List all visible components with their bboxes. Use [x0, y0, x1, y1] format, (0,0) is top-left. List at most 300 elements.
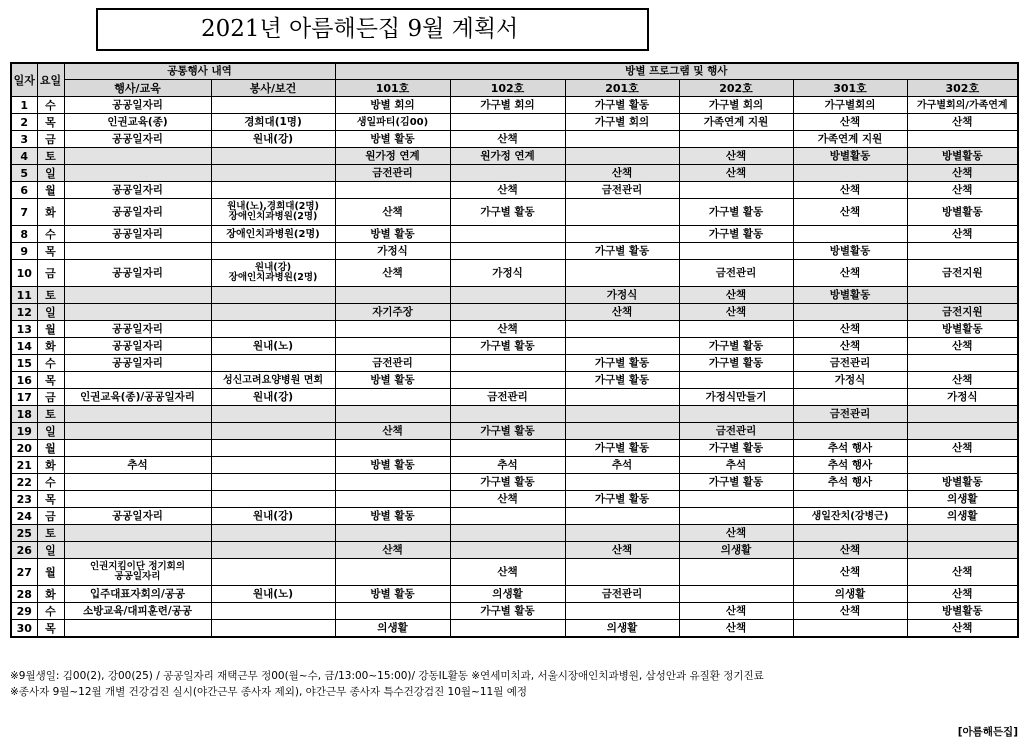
room-cell: 산책 [793, 559, 907, 586]
room-cell: 가구별 활동 [679, 355, 793, 372]
room-cell [793, 304, 907, 321]
dow-cell: 화 [37, 338, 64, 355]
volunteer-cell: 원내(노) [211, 586, 335, 603]
table-row [11, 131, 1018, 148]
table-row [11, 423, 1018, 440]
room-cell [907, 525, 1018, 542]
event-cell: 공공일자리 [64, 97, 211, 114]
table-row [11, 97, 1018, 114]
room-cell: 자기주장 [335, 304, 450, 321]
room-cell [907, 355, 1018, 372]
dow-cell: 일 [37, 304, 64, 321]
day-cell: 19 [11, 423, 37, 440]
dow-cell: 토 [37, 148, 64, 165]
room-cell: 금전관리 [793, 406, 907, 423]
room-cell: 산책 [450, 559, 565, 586]
room-cell: 산책 [679, 165, 793, 182]
day-cell: 21 [11, 457, 37, 474]
day-cell: 14 [11, 338, 37, 355]
room-cell: 가구별 활동 [679, 226, 793, 243]
table-row [11, 355, 1018, 372]
table-row [11, 226, 1018, 243]
room-cell [565, 474, 679, 491]
room-cell [679, 321, 793, 338]
event-cell [64, 304, 211, 321]
room-cell [450, 542, 565, 559]
header-dow: 요일 [37, 63, 64, 97]
event-cell: 공공일자리 [64, 321, 211, 338]
dow-cell: 일 [37, 542, 64, 559]
room-cell [565, 559, 679, 586]
room-cell: 가구별 활동 [565, 372, 679, 389]
room-cell: 방별 활동 [335, 457, 450, 474]
dow-cell: 일 [37, 165, 64, 182]
room-cell: 산책 [907, 182, 1018, 199]
room-cell: 방별 회의 [335, 97, 450, 114]
header-room-302: 302호 [907, 80, 1018, 97]
header-day: 일자 [11, 63, 37, 97]
room-cell: 방별 활동 [335, 586, 450, 603]
volunteer-cell: 원내(강) [211, 389, 335, 406]
dow-cell: 수 [37, 603, 64, 620]
day-cell: 23 [11, 491, 37, 508]
event-cell: 공공일자리 [64, 508, 211, 525]
volunteer-cell [211, 148, 335, 165]
room-cell [335, 559, 450, 586]
room-cell: 가구별 활동 [450, 423, 565, 440]
room-cell: 산책 [450, 321, 565, 338]
room-cell [907, 457, 1018, 474]
dow-cell: 목 [37, 620, 64, 638]
room-cell: 가정식 [565, 287, 679, 304]
room-cell: 방별 활동 [335, 131, 450, 148]
room-cell: 의생활 [679, 542, 793, 559]
room-cell [565, 199, 679, 226]
room-cell: 방별활동 [793, 243, 907, 260]
day-cell: 1 [11, 97, 37, 114]
room-cell: 산책 [679, 603, 793, 620]
room-cell: 방별활동 [793, 287, 907, 304]
day-cell: 20 [11, 440, 37, 457]
room-cell: 가구별 활동 [679, 474, 793, 491]
day-cell: 5 [11, 165, 37, 182]
dow-cell: 월 [37, 321, 64, 338]
room-cell [335, 525, 450, 542]
volunteer-cell [211, 182, 335, 199]
table-row [11, 148, 1018, 165]
table-row [11, 321, 1018, 338]
dow-cell: 금 [37, 508, 64, 525]
dow-cell: 목 [37, 491, 64, 508]
dow-cell: 토 [37, 287, 64, 304]
room-cell [679, 586, 793, 603]
room-cell: 산책 [679, 525, 793, 542]
dow-cell: 토 [37, 525, 64, 542]
table-row [11, 372, 1018, 389]
room-cell: 가족연계 지원 [679, 114, 793, 131]
room-cell: 금전관리 [335, 165, 450, 182]
day-cell: 18 [11, 406, 37, 423]
room-cell: 가구별 회의 [565, 114, 679, 131]
room-cell: 가구별 회의 [450, 97, 565, 114]
room-cell [565, 148, 679, 165]
header-room-301: 301호 [793, 80, 907, 97]
room-cell [793, 389, 907, 406]
page-title: 2021년 아름해든집 9월 계획서 [96, 8, 649, 51]
room-cell [679, 182, 793, 199]
room-cell [679, 491, 793, 508]
day-cell: 22 [11, 474, 37, 491]
room-cell [565, 131, 679, 148]
event-cell: 소방교육/대피훈련/공공 [64, 603, 211, 620]
room-cell: 방별활동 [907, 474, 1018, 491]
event-cell [64, 525, 211, 542]
room-cell [565, 338, 679, 355]
room-cell: 산책 [907, 226, 1018, 243]
event-cell [64, 423, 211, 440]
table-row [11, 338, 1018, 355]
room-cell: 원가정 연계 [335, 148, 450, 165]
room-cell: 금전관리 [679, 260, 793, 287]
room-cell: 의생활 [335, 620, 450, 638]
event-cell: 추석 [64, 457, 211, 474]
room-cell: 산책 [565, 542, 679, 559]
room-cell [335, 321, 450, 338]
room-cell: 가정식 [450, 260, 565, 287]
room-cell [450, 287, 565, 304]
room-cell: 원가정 연계 [450, 148, 565, 165]
room-cell: 금전지원 [907, 260, 1018, 287]
room-cell: 가정식 [907, 389, 1018, 406]
room-cell: 산책 [335, 542, 450, 559]
dow-cell: 목 [37, 114, 64, 131]
room-cell: 금전관리 [565, 586, 679, 603]
room-cell: 방별활동 [907, 603, 1018, 620]
header-room-programs: 방별 프로그램 및 행사 [335, 63, 1018, 80]
room-cell [793, 620, 907, 638]
day-cell: 17 [11, 389, 37, 406]
volunteer-cell [211, 559, 335, 586]
table-row [11, 474, 1018, 491]
room-cell: 산책 [335, 423, 450, 440]
table-row [11, 165, 1018, 182]
room-cell: 의생활 [907, 508, 1018, 525]
room-cell: 방별활동 [793, 148, 907, 165]
room-cell [450, 525, 565, 542]
event-cell [64, 148, 211, 165]
dow-cell: 화 [37, 457, 64, 474]
event-cell: 공공일자리 [64, 182, 211, 199]
dow-cell: 목 [37, 243, 64, 260]
room-cell: 의생활 [450, 586, 565, 603]
room-cell [907, 243, 1018, 260]
dow-cell: 수 [37, 355, 64, 372]
volunteer-cell [211, 321, 335, 338]
event-cell [64, 491, 211, 508]
room-cell: 산책 [907, 165, 1018, 182]
day-cell: 3 [11, 131, 37, 148]
dow-cell: 금 [37, 131, 64, 148]
room-cell [450, 440, 565, 457]
room-cell: 방별활동 [907, 321, 1018, 338]
room-cell: 산책 [793, 321, 907, 338]
room-cell: 의생활 [907, 491, 1018, 508]
room-cell: 금전관리 [450, 389, 565, 406]
room-cell: 가구별회의/가족연계 [907, 97, 1018, 114]
event-cell: 공공일자리 [64, 131, 211, 148]
volunteer-cell: 원내(노),경희대(2명) 장애인치과병원(2명) [211, 199, 335, 226]
room-cell [335, 603, 450, 620]
volunteer-cell: 성신고려요양병원 면회 [211, 372, 335, 389]
header-room-202: 202호 [679, 80, 793, 97]
event-cell [64, 620, 211, 638]
room-cell [335, 406, 450, 423]
volunteer-cell [211, 97, 335, 114]
day-cell: 2 [11, 114, 37, 131]
header-volunteer: 봉사/보건 [211, 80, 335, 97]
volunteer-cell: 원내(강) 장애인치과병원(2명) [211, 260, 335, 287]
header-room-201: 201호 [565, 80, 679, 97]
table-row [11, 542, 1018, 559]
table-row [11, 508, 1018, 525]
day-cell: 10 [11, 260, 37, 287]
volunteer-cell: 원내(강) [211, 508, 335, 525]
room-cell: 금전관리 [335, 355, 450, 372]
dow-cell: 월 [37, 559, 64, 586]
room-cell: 가구별 활동 [679, 199, 793, 226]
event-cell: 인권교육(종) [64, 114, 211, 131]
room-cell [450, 165, 565, 182]
room-cell: 산책 [907, 559, 1018, 586]
room-cell [450, 243, 565, 260]
room-cell [793, 165, 907, 182]
room-cell [335, 491, 450, 508]
day-cell: 11 [11, 287, 37, 304]
day-cell: 16 [11, 372, 37, 389]
volunteer-cell: 원내(강) [211, 131, 335, 148]
room-cell: 산책 [679, 287, 793, 304]
dow-cell: 금 [37, 389, 64, 406]
room-cell [907, 542, 1018, 559]
room-cell: 가구별 활동 [679, 440, 793, 457]
room-cell: 의생활 [793, 586, 907, 603]
room-cell [679, 243, 793, 260]
volunteer-cell [211, 304, 335, 321]
room-cell [335, 474, 450, 491]
day-cell: 25 [11, 525, 37, 542]
room-cell [679, 406, 793, 423]
room-cell [679, 559, 793, 586]
table-row [11, 114, 1018, 131]
dow-cell: 금 [37, 260, 64, 287]
header-common-events: 공통행사 내역 [64, 63, 335, 80]
event-cell [64, 440, 211, 457]
room-cell [565, 321, 679, 338]
room-cell [565, 260, 679, 287]
event-cell: 인권교육(종)/공공일자리 [64, 389, 211, 406]
volunteer-cell [211, 287, 335, 304]
dow-cell: 수 [37, 474, 64, 491]
event-cell: 공공일자리 [64, 338, 211, 355]
volunteer-cell: 경희대(1명) [211, 114, 335, 131]
event-cell: 공공일자리 [64, 355, 211, 372]
room-cell [335, 287, 450, 304]
room-cell: 추석 [450, 457, 565, 474]
volunteer-cell [211, 603, 335, 620]
room-cell: 산책 [793, 199, 907, 226]
room-cell: 방별 활동 [335, 372, 450, 389]
event-cell [64, 406, 211, 423]
room-cell: 산책 [335, 260, 450, 287]
room-cell [565, 603, 679, 620]
room-cell [793, 525, 907, 542]
room-cell [679, 131, 793, 148]
room-cell: 산책 [793, 182, 907, 199]
room-cell [907, 131, 1018, 148]
day-cell: 4 [11, 148, 37, 165]
table-row [11, 182, 1018, 199]
room-cell: 산책 [793, 260, 907, 287]
room-cell: 가구별 활동 [565, 355, 679, 372]
volunteer-cell [211, 440, 335, 457]
event-cell: 공공일자리 [64, 226, 211, 243]
room-cell: 금전지원 [907, 304, 1018, 321]
room-cell: 산책 [793, 338, 907, 355]
room-cell [450, 114, 565, 131]
header-event: 행사/교육 [64, 80, 211, 97]
volunteer-cell [211, 165, 335, 182]
dow-cell: 수 [37, 97, 64, 114]
table-row [11, 491, 1018, 508]
dow-cell: 화 [37, 199, 64, 226]
room-cell: 금전관리 [679, 423, 793, 440]
room-cell [679, 508, 793, 525]
event-cell [64, 542, 211, 559]
event-cell [64, 372, 211, 389]
room-cell: 추석 [679, 457, 793, 474]
event-cell: 공공일자리 [64, 260, 211, 287]
room-cell [793, 226, 907, 243]
dow-cell: 토 [37, 406, 64, 423]
header-room-101: 101호 [335, 80, 450, 97]
room-cell [565, 508, 679, 525]
room-cell: 산책 [679, 304, 793, 321]
room-cell: 의생활 [565, 620, 679, 638]
room-cell [793, 423, 907, 440]
table-row [11, 243, 1018, 260]
room-cell [907, 287, 1018, 304]
room-cell: 산책 [335, 199, 450, 226]
room-cell: 산책 [565, 304, 679, 321]
room-cell: 가구별 활동 [450, 199, 565, 226]
table-row [11, 603, 1018, 620]
dow-cell: 목 [37, 372, 64, 389]
footer-label: [아름해든집] [957, 726, 1018, 738]
header-room-102: 102호 [450, 80, 565, 97]
room-cell [335, 389, 450, 406]
room-cell [450, 355, 565, 372]
room-cell: 가구별 회의 [679, 97, 793, 114]
event-cell [64, 165, 211, 182]
event-cell [64, 474, 211, 491]
room-cell: 가정식 [793, 372, 907, 389]
note-line-2: ※종사자 9월~12월 개별 건강검진 실시(야간근무 종사자 제외), 야간근무 종사자 특수건강검진 10월~11월 예정 [10, 686, 527, 698]
event-cell: 인권지킴이단 정기회의 공공일자리 [64, 559, 211, 586]
dow-cell: 월 [37, 182, 64, 199]
room-cell: 추석 [565, 457, 679, 474]
dow-cell: 화 [37, 586, 64, 603]
room-cell [335, 338, 450, 355]
dow-cell: 일 [37, 423, 64, 440]
volunteer-cell [211, 620, 335, 638]
room-cell: 산책 [793, 542, 907, 559]
room-cell: 방별활동 [907, 148, 1018, 165]
room-cell: 가정식 [335, 243, 450, 260]
room-cell: 가구별 활동 [450, 338, 565, 355]
table-row [11, 457, 1018, 474]
room-cell [335, 182, 450, 199]
room-cell: 방별 활동 [335, 508, 450, 525]
table-row [11, 260, 1018, 287]
room-cell: 금전관리 [793, 355, 907, 372]
volunteer-cell [211, 406, 335, 423]
room-cell: 추석 행사 [793, 440, 907, 457]
day-cell: 15 [11, 355, 37, 372]
day-cell: 12 [11, 304, 37, 321]
table-row [11, 440, 1018, 457]
volunteer-cell [211, 243, 335, 260]
room-cell: 가족연계 지원 [793, 131, 907, 148]
room-cell [565, 525, 679, 542]
event-cell [64, 287, 211, 304]
room-cell [450, 406, 565, 423]
room-cell: 가구별 활동 [565, 97, 679, 114]
room-cell [907, 406, 1018, 423]
room-cell [450, 226, 565, 243]
room-cell: 가구별 활동 [565, 243, 679, 260]
room-cell: 산책 [793, 603, 907, 620]
day-cell: 24 [11, 508, 37, 525]
room-cell [565, 423, 679, 440]
room-cell: 산책 [565, 165, 679, 182]
table-row [11, 389, 1018, 406]
day-cell: 26 [11, 542, 37, 559]
day-cell: 27 [11, 559, 37, 586]
room-cell: 생일파티(김00) [335, 114, 450, 131]
volunteer-cell [211, 355, 335, 372]
day-cell: 8 [11, 226, 37, 243]
volunteer-cell: 원내(노) [211, 338, 335, 355]
volunteer-cell [211, 542, 335, 559]
dow-cell: 수 [37, 226, 64, 243]
volunteer-cell: 장애인치과병원(2명) [211, 226, 335, 243]
room-cell: 산책 [907, 114, 1018, 131]
room-cell [793, 491, 907, 508]
room-cell: 산책 [793, 114, 907, 131]
room-cell [565, 226, 679, 243]
room-cell [565, 389, 679, 406]
table-row [11, 199, 1018, 226]
volunteer-cell [211, 525, 335, 542]
table-row [11, 525, 1018, 542]
room-cell [450, 304, 565, 321]
schedule-table [10, 62, 1019, 638]
day-cell: 9 [11, 243, 37, 260]
room-cell: 산책 [679, 620, 793, 638]
room-cell: 금전관리 [565, 182, 679, 199]
volunteer-cell [211, 474, 335, 491]
room-cell: 산책 [907, 620, 1018, 638]
